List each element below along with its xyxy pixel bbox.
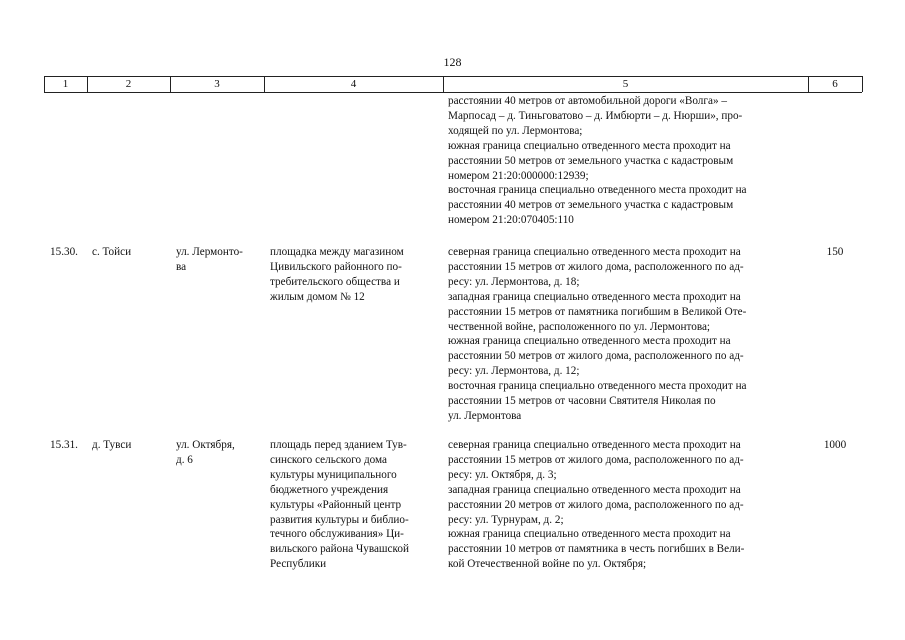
text-line: ул. Лермонтова: [448, 409, 522, 422]
text-line: ва: [176, 260, 187, 273]
text-line: развития культуры и библио-: [270, 513, 409, 526]
text-line: расстоянии 50 метров от жилого дома, расположенного по ад-: [448, 350, 744, 363]
text-line: площадка между магазином: [270, 246, 404, 258]
text-line: южная граница специально отведенного места проходит на: [448, 335, 731, 348]
text-line: западная граница специально отведенного места проходит на: [448, 290, 741, 303]
text-line: южная граница специально отведенного места проходит на: [448, 139, 731, 152]
text-line: Цивильского районного по-: [270, 260, 402, 273]
text-line: течного обслуживания» Ци-: [270, 528, 404, 541]
text-line: жилым домом № 12: [270, 290, 365, 303]
text-line: северная граница специально отведенного места проходит на: [448, 246, 741, 258]
text-line: расстоянии 40 метров от автомобильной дороги «Волга» –: [448, 95, 727, 107]
text-line: западная граница специально отведенного места проходит на: [448, 483, 741, 496]
text-line: культуры «Районный центр: [270, 498, 402, 511]
capacity-value: 1000: [823, 439, 847, 451]
header-bottom-rule: [44, 92, 862, 93]
place-description: [270, 438, 440, 572]
text-line: номером 21:20:070405:110: [448, 214, 574, 227]
row-number: 15.30.: [50, 246, 78, 258]
column-header-6: 6: [832, 78, 838, 90]
settlement-name: с. Тойси: [92, 246, 132, 258]
text-line: расстоянии 40 метров от земельного участка с кадастровым: [448, 199, 734, 212]
continuation-boundaries: [448, 94, 804, 228]
column-header-5: 5: [622, 78, 629, 90]
boundaries-description: [448, 438, 804, 572]
capacity-value: 150: [826, 246, 844, 258]
text-line: ресу: ул. Турнурам, д. 2;: [448, 513, 564, 526]
text-line: площадь перед зданием Тув-: [270, 439, 407, 451]
column-header-4: 4: [350, 78, 357, 90]
text-line: расстоянии 15 метров от памятника погибшим в Великой Оте-: [448, 305, 747, 318]
text-line: ул. Лермонто-: [176, 246, 243, 258]
column-header-2: 2: [125, 78, 132, 90]
text-line: ходящей по ул. Лермонтова;: [448, 124, 583, 137]
text-line: северная граница специально отведенного места проходит на: [448, 439, 741, 451]
place-description: [270, 245, 440, 305]
text-line: Марпосад – д. Тиньговатово – д. Имбюрти – д. Нюрши», про-: [448, 109, 743, 122]
text-line: бюджетного учреждения: [270, 483, 389, 496]
text-line: д. 6: [176, 453, 193, 466]
text-line: расстоянии 15 метров от жилого дома, расположенного по ад-: [448, 260, 744, 273]
text-line: ресу: ул. Октября, д. 3;: [448, 468, 557, 481]
page-number: 128: [443, 55, 462, 69]
text-line: расстоянии 50 метров от земельного участка с кадастровым: [448, 154, 734, 167]
street-address: [176, 245, 260, 275]
text-line: ул. Октября,: [176, 439, 235, 451]
row-number: 15.31.: [50, 439, 78, 451]
text-line: Республики: [270, 558, 327, 571]
text-line: кой Отечественной войне по ул. Октября;: [448, 558, 647, 571]
text-line: номером 21:20:000000:12939;: [448, 169, 589, 182]
column-divider: [862, 76, 863, 92]
boundaries-description: [448, 245, 804, 424]
street-address: [176, 438, 260, 468]
text-line: ресу: ул. Лермонтова, д. 12;: [448, 365, 580, 378]
text-line: требительского общества и: [270, 275, 400, 288]
text-line: ресу: ул. Лермонтова, д. 18;: [448, 275, 580, 288]
text-line: расстоянии 20 метров от жилого дома, расположенного по ад-: [448, 498, 744, 511]
text-line: расстоянии 10 метров от памятника в честь погибших в Вели-: [448, 543, 745, 556]
text-line: южная граница специально отведенного места проходит на: [448, 528, 731, 541]
column-header-1: 1: [62, 78, 69, 90]
text-line: чественной войне, расположенного по ул. Лермонтова;: [448, 320, 711, 333]
text-line: культуры муниципального: [270, 468, 397, 481]
text-line: расстоянии 15 метров от жилого дома, расположенного по ад-: [448, 453, 744, 466]
text-line: расстоянии 15 метров от часовни Святителя Николая по: [448, 395, 716, 408]
settlement-name: д. Тувси: [92, 439, 132, 451]
text-line: восточная граница специально отведенного места проходит на: [448, 380, 747, 393]
text-line: восточная граница специально отведенного места проходит на: [448, 184, 747, 197]
text-line: синского сельского дома: [270, 453, 387, 466]
column-header-3: 3: [214, 78, 220, 90]
text-line: вильского района Чувашской: [270, 543, 409, 556]
